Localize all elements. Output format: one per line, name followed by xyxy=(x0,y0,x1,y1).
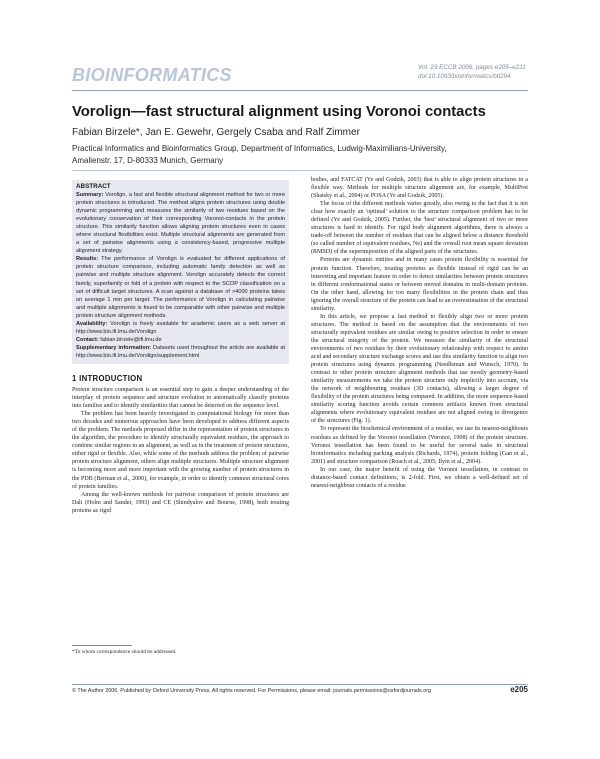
summary-text: Vorolign, a fast and flexible structural alignment method for two or more protein structures is introduced. The method aligns protein structures using double dynamic programming and measures the similarity of two residues based on the evolutionary conservation of their corresponding Voronoi-contacts in the protein structure. This similarity function allows aligning protein structures even in cases where structural flexibilities exist. Multiple structural alignments are generated from a set of pairwise alignments using a consistency-based, progressive multiple alignment strategy. xyxy=(76,192,285,255)
doi-line: doi:10.1093/bioinformatics/btl294 xyxy=(418,73,511,80)
volume-line: Vol. 23 ECCB 2006, pages e205–e211 xyxy=(418,64,526,71)
affiliation-line: Practical Informatics and Bioinformatics Group, Department of Informatics, Ludwig-Maximilians-University, xyxy=(72,144,447,153)
abstract-supplementary xyxy=(76,344,285,360)
page-number: e205 xyxy=(510,685,528,694)
abstract-contact xyxy=(76,336,285,344)
body-paragraph: The focus of the different methods varies greatly, also owing to the fact that it is not clear how exactly an 'optimal' solution to the structure comparison problem has to be defined (Ye and Godzik, 2005). Further, the 'best' structural alignment of two or more structures is hard to identify. For rigid body alignment algorithms, there is always a trade-off between the number of residues that can be aligned below a distance threshold (so called number of equivalent residues, Ne) and the overall root mean square deviation (RMSD) of the superimposition of the aligned parts of the structures. xyxy=(311,201,528,256)
results-label: Results: xyxy=(76,256,99,263)
contact-text: fabian.birzele@ifi.lmu.de xyxy=(100,336,162,343)
copyright-notice: © The Author 2006. Published by Oxford University Press. All rights reserved. For Permissions, please email: journals.permissions@oxfordjournals.org xyxy=(72,688,431,694)
body-paragraph: To represent the biochemical environment of a residue, we use its nearest-neighbours residues as defined by the Voronoi tessellation (Voronoi, 1908) of the protein structure. Voronoi tessellation has been found to be useful for several tasks in structural bioinformatics including packing analysis (Richards, 1974), protein folding (Gan et al., 2001) and structure comparison (Roach et al., 2005; Ilyin et al., 2004). xyxy=(311,426,528,465)
abstract-heading: ABSTRACT xyxy=(76,183,111,190)
left-column xyxy=(72,180,289,515)
abstract-availability xyxy=(76,320,285,336)
author-list: Fabian Birzele*, Jan E. Gewehr, Gergely Csaba and Ralf Zimmer xyxy=(72,127,360,138)
body-paragraph: In this article, we propose a fast method to flexibly align two or more protein structures. The method is based on the assumption that the environments of two structurally equivalent residues are similar owing to positive selection in order to ensure the structural integrity of the protein. We measure the similarity of the structural environments of two residues by their evolutionary relationship with respect to amino acid and secondary structure exchange scores and use this similarity function to align two protein structures using dynamic programming (Needleman and Wunsch, 1970). In contrast to other protein structure alignment methods that use mostly geometry-based similarity measurements we take the protein structure only implicitly into account, via the network of neighbouring residues (3D contacts), allowing a larger degree of flexibility of the protein structures being compared. In addition, the more sequence-based similarity scoring function avoids certain common artifacts known from structural alignments where evolutionary equivalent residues are not aligned owing to divergence of the structures (Fig. 1). xyxy=(311,313,528,425)
right-column xyxy=(311,176,528,490)
paper-title: Vorolign—fast structural alignment using Voronoi contacts xyxy=(72,104,486,120)
affiliation xyxy=(72,143,512,166)
supplementary-text: Datasets used throughout the article are available at http://www.bio.ifi.lmu.de/Vorolign/supplement.html xyxy=(76,344,286,359)
footnote: *To whom correspondence should be addressed. xyxy=(72,649,177,655)
footnote-divider xyxy=(72,645,132,646)
abstract-summary xyxy=(76,191,285,255)
section-heading-introduction: 1 INTRODUCTION xyxy=(72,373,143,383)
availability-label: Availability: xyxy=(76,320,108,327)
header-meta xyxy=(418,63,528,81)
affiliation-line: Amalienstr. 17, D-80333 Munich, Germany xyxy=(72,155,224,165)
journal-logo: BIOINFORMATICS xyxy=(72,65,232,85)
title-divider xyxy=(72,170,528,171)
intro-paragraph: Protein structure comparison is an essential step to gain a deeper understanding of the interplay of protein sequence and structure evolution to automatically classify proteins into families and to identify similarities that cannot be detected on the sequence level. xyxy=(72,386,289,410)
intro-paragraph: Among the well-known methods for pairwise comparison of protein structures are Dali (Holm and Sander, 1993) and CE (Shindyalov and Bourne, 1998), both treating proteins as rigid xyxy=(72,491,289,514)
supplementary-label: Supplementary information: xyxy=(76,344,151,351)
availability-text: Vorolign is freely available for academic users as a web server at http://www.bio.ifi.lmu.de/Vorolign xyxy=(76,320,285,335)
intro-paragraph: The problem has been heavily investigated in computational biology for more than two decades and numerous approaches have been developed to address different aspects of the problem. The methods proposed differ in the representation of protein structures in the algorithm, the procedure to identify structurally equivalent residues, the approach to combine similar regions to an alignment, as well as in the treatment of protein structures, either rigid or flexible. Also, while some of the methods address the problem of pairwise protein structure alignment, others align multiple structures. Multiple structure alignment is becoming more and more important with the growing number of protein structures in the PDB (Berman et al., 2000), for example, in order to identify common structural cores of protein families. xyxy=(72,411,289,490)
body-paragraph: bodies, and FATCAT (Ye and Godzik, 2003) that is able to align protein structures in a flexible way. Methods for multiple structure alignment are, for example, MultiProt (Shatsky et al., 2004) or POSA (Ye and Godzik, 2005). xyxy=(311,177,528,200)
contact-label: Contact: xyxy=(76,336,99,343)
footer-divider xyxy=(72,684,528,685)
abstract-results xyxy=(76,255,285,319)
header-divider xyxy=(72,90,528,91)
abstract-box xyxy=(72,180,289,364)
body-paragraph: In our case, the major benefit of using the Voronoi tessellation, in contrast to distance-based contact definitions, is 2-fold. First, we obtain a well-defined set of nearest-neighbour contacts of a residue xyxy=(311,466,528,489)
body-paragraph: Proteins are dynamic entities and in many cases protein flexibility is essential for protein function. Therefore, treating proteins as flexible instead of rigid can be an interesting and important feature in order to detect similarities between protein structures in different conformational states or between moved domains in multi-domain proteins. On the other hand, allowing for too many flexibilities in the protein chain and thus ignoring the overall structure of the protein can lead to an overestimation of the structural similarity. xyxy=(311,257,528,312)
summary-label: Summary: xyxy=(76,192,104,198)
results-text: The performance of Vorolign is evaluated for different applications of protein structure comparison, including automatic family detection as well as pairwise and multiple structure alignment. Vorolign accurately detects the correct family, superfamily or fold of a protein with respect to the SCOP classification on a set of difficult target structures. A scan against a database of >4000 proteins takes on average 1 min per target. The performance of Vorolign in calculating pairwise and multiple alignments is found to be comparable with other pairwise and multiple protein structure alignment methods. xyxy=(76,256,285,319)
